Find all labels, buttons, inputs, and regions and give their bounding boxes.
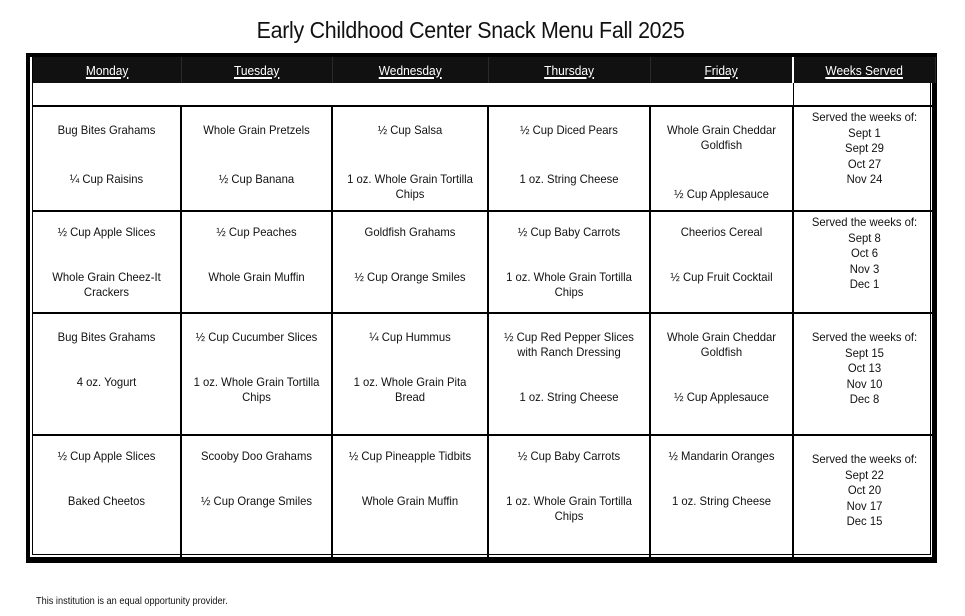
menu-cell-tuesday bbox=[181, 313, 332, 435]
snack-item-first: Whole Grain Cheddar Goldfish bbox=[666, 330, 777, 359]
snack-item-first: ½ Mandarin Oranges bbox=[668, 449, 775, 463]
cell-content bbox=[41, 449, 172, 509]
menu-cell-wednesday bbox=[332, 313, 488, 435]
menu-cell-wednesday bbox=[332, 106, 488, 211]
cell-content bbox=[190, 330, 323, 405]
menu-cell-thursday bbox=[488, 313, 650, 435]
cell-content bbox=[190, 449, 323, 509]
cell-content bbox=[41, 330, 172, 390]
snack-item-second: ½ Cup Applesauce bbox=[674, 390, 769, 404]
cell-content bbox=[190, 225, 323, 285]
weeks-served-cell bbox=[793, 313, 935, 435]
menu-cell-monday bbox=[33, 106, 181, 211]
header-monday: Monday bbox=[33, 57, 181, 83]
header-weeks-served: Weeks Served bbox=[793, 57, 935, 83]
menu-cell-tuesday bbox=[181, 435, 332, 557]
week-date: Sept 29 bbox=[845, 141, 884, 155]
menu-row bbox=[33, 106, 935, 211]
snack-item-second: Whole Grain Muffin bbox=[208, 270, 305, 284]
cell-content bbox=[341, 449, 478, 509]
menu-cell-thursday bbox=[488, 106, 650, 211]
blank-row bbox=[33, 83, 935, 106]
cell-content bbox=[659, 449, 784, 509]
blank-weeks-cell bbox=[793, 83, 935, 106]
menu-row bbox=[33, 435, 935, 557]
menu-cell-tuesday bbox=[181, 106, 332, 211]
week-date: Oct 20 bbox=[847, 483, 882, 497]
menu-cell-friday bbox=[650, 211, 793, 313]
snack-item-first: Bug Bites Grahams bbox=[57, 123, 156, 137]
weeks-served-cell bbox=[793, 435, 935, 557]
snack-item-first: ½ Cup Red Pepper Slices with Ranch Dressing bbox=[504, 330, 634, 359]
menu-cell-monday bbox=[33, 313, 181, 435]
weeks-list bbox=[802, 213, 927, 293]
cell-content bbox=[341, 225, 478, 285]
header-row bbox=[33, 57, 935, 83]
cell-content bbox=[41, 225, 172, 300]
snack-item-first: ½ Cup Diced Pears bbox=[520, 123, 618, 137]
snack-item-second: 4 oz. Yogurt bbox=[76, 375, 137, 389]
snack-item-second: ½ Cup Applesauce bbox=[674, 187, 769, 201]
week-date: Sept 8 bbox=[848, 230, 881, 245]
snack-item-first: ¼ Cup Hummus bbox=[369, 330, 451, 344]
snack-item-second: Baked Cheetos bbox=[67, 494, 146, 508]
snack-menu-table bbox=[33, 57, 936, 557]
snack-item-first: Whole Grain Pretzels bbox=[203, 123, 310, 137]
snack-menu-frame bbox=[26, 53, 937, 563]
week-date: Oct 27 bbox=[847, 156, 882, 171]
cell-content bbox=[498, 225, 641, 300]
snack-item-second: 1 oz. String Cheese bbox=[671, 494, 772, 508]
snack-item-first: ½ Cup Apple Slices bbox=[57, 225, 156, 239]
snack-item-second: 1 oz. Whole Grain Tortilla Chips bbox=[193, 375, 320, 404]
menu-cell-wednesday bbox=[332, 211, 488, 313]
snack-item-first: ½ Cup Salsa bbox=[377, 123, 443, 137]
snack-item-first: ½ Cup Apple Slices bbox=[57, 449, 156, 463]
menu-row bbox=[33, 313, 935, 435]
week-date: Sept 1 bbox=[848, 125, 881, 140]
snack-item-first: ½ Cup Baby Carrots bbox=[517, 449, 621, 463]
cell-content bbox=[41, 123, 172, 187]
snack-item-first: ½ Cup Cucumber Slices bbox=[195, 330, 318, 344]
week-date: Dec 15 bbox=[846, 514, 883, 528]
week-date: Dec 8 bbox=[849, 392, 880, 406]
week-date: Dec 1 bbox=[849, 277, 880, 291]
weeks-list bbox=[802, 328, 927, 408]
page-title: Early Childhood Center Snack Menu Fall 2025 bbox=[256, 17, 685, 43]
cell-content bbox=[659, 123, 784, 202]
cell-content bbox=[498, 449, 641, 524]
snack-item-first: Scooby Doo Grahams bbox=[201, 449, 312, 463]
header-wednesday: Wednesday bbox=[332, 57, 488, 83]
week-date: Nov 17 bbox=[846, 498, 883, 513]
snack-item-second: Whole Grain Cheez-It Crackers bbox=[52, 270, 161, 299]
header-thursday: Thursday bbox=[488, 57, 650, 83]
cell-content bbox=[498, 123, 641, 187]
snack-item-second: 1 oz. String Cheese bbox=[519, 390, 619, 404]
snack-item-first: ½ Cup Peaches bbox=[216, 225, 297, 239]
equal-opportunity-footnote: This institution is an equal opportunity provider. bbox=[36, 596, 228, 607]
menu-cell-friday bbox=[650, 313, 793, 435]
weeks-served-cell bbox=[793, 106, 935, 211]
weeks-label: Served the weeks of: bbox=[811, 110, 918, 124]
blank-cell bbox=[33, 83, 793, 106]
week-date: Oct 13 bbox=[847, 361, 882, 375]
snack-item-second: 1 oz. Whole Grain Tortilla Chips bbox=[506, 494, 632, 523]
week-date: Nov 3 bbox=[849, 261, 880, 276]
menu-row bbox=[33, 211, 935, 313]
menu-cell-friday bbox=[650, 435, 793, 557]
weeks-label: Served the weeks of: bbox=[811, 452, 918, 466]
snack-item-second: Whole Grain Muffin bbox=[361, 494, 459, 508]
snack-item-first: Goldfish Grahams bbox=[364, 225, 456, 239]
weeks-list bbox=[802, 450, 927, 530]
snack-item-second: ½ Cup Banana bbox=[218, 172, 295, 186]
weeks-served-cell bbox=[793, 211, 935, 313]
cell-content bbox=[341, 330, 478, 405]
snack-item-first: Bug Bites Grahams bbox=[57, 330, 156, 344]
snack-item-second: ½ Cup Fruit Cocktail bbox=[670, 270, 773, 284]
menu-cell-wednesday bbox=[332, 435, 488, 557]
week-date: Nov 10 bbox=[846, 376, 883, 391]
weeks-label: Served the weeks of: bbox=[811, 330, 918, 344]
week-date: Sept 15 bbox=[845, 345, 884, 360]
snack-item-second: ½ Cup Orange Smiles bbox=[201, 494, 312, 508]
snack-item-second: 1 oz. Whole Grain Tortilla Chips bbox=[347, 172, 473, 201]
week-date: Nov 24 bbox=[846, 172, 883, 186]
snack-item-first: ½ Cup Baby Carrots bbox=[517, 225, 621, 239]
table-inner-border bbox=[32, 57, 931, 555]
weeks-list bbox=[802, 108, 927, 188]
menu-cell-monday bbox=[33, 211, 181, 313]
menu-cell-thursday bbox=[488, 435, 650, 557]
cell-content bbox=[190, 123, 323, 187]
snack-item-second: ¼ Cup Raisins bbox=[69, 172, 144, 186]
snack-item-second: 1 oz. Whole Grain Pita Bread bbox=[353, 375, 467, 404]
snack-item-first: Cheerios Cereal bbox=[680, 225, 763, 239]
snack-item-second: 1 oz. String Cheese bbox=[519, 172, 619, 186]
menu-cell-monday bbox=[33, 435, 181, 557]
cell-content bbox=[659, 330, 784, 405]
snack-item-second: 1 oz. Whole Grain Tortilla Chips bbox=[506, 270, 632, 299]
menu-cell-tuesday bbox=[181, 211, 332, 313]
cell-content bbox=[659, 225, 784, 285]
snack-item-first: Whole Grain Cheddar Goldfish bbox=[666, 123, 777, 152]
menu-cell-thursday bbox=[488, 211, 650, 313]
week-date: Sept 22 bbox=[845, 467, 884, 482]
cell-content bbox=[498, 330, 641, 405]
header-tuesday: Tuesday bbox=[181, 57, 332, 83]
snack-item-second: ½ Cup Orange Smiles bbox=[354, 270, 466, 284]
weeks-label: Served the weeks of: bbox=[811, 215, 918, 229]
header-friday: Friday bbox=[650, 57, 793, 83]
snack-item-first: ½ Cup Pineapple Tidbits bbox=[348, 449, 472, 463]
cell-content bbox=[341, 123, 478, 202]
week-date: Oct 6 bbox=[851, 246, 878, 260]
menu-cell-friday bbox=[650, 106, 793, 211]
